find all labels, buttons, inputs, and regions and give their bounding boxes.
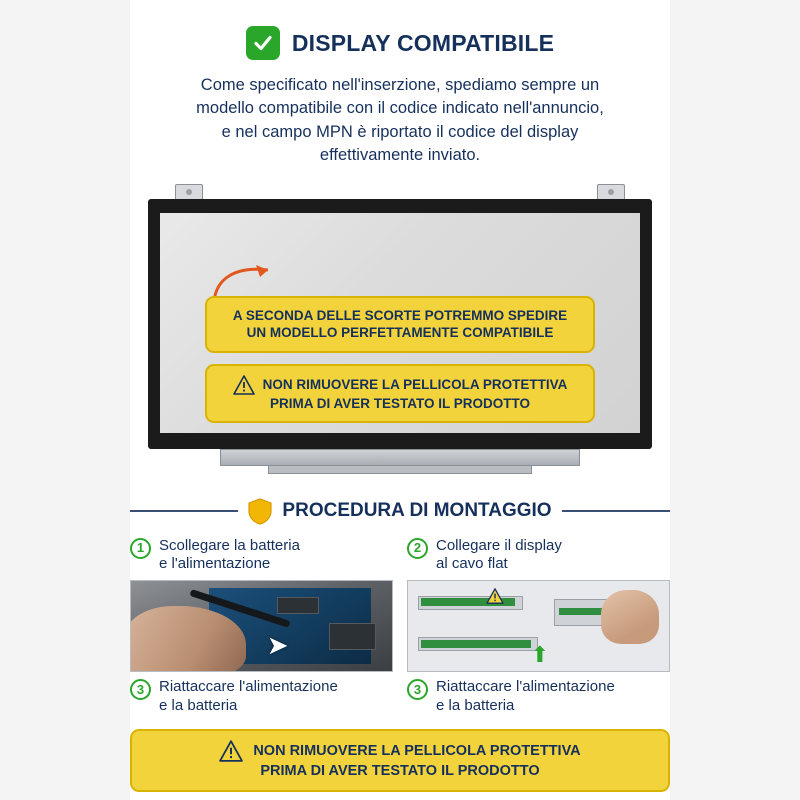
film-callout-line-2: PRIMA DI AVER TESTATO IL PRODOTTO [269, 395, 530, 411]
intro-line-2: modello compatibile con il codice indicato nell'annuncio, [196, 99, 604, 118]
step-3-right-line-1: Riattaccare l'alimentazione [436, 678, 615, 696]
up-arrow-icon: ⬆ [530, 641, 550, 667]
bottom-banner-line-1: NON RIMUOVERE LA PELLICOLA PROTETTIVA [253, 742, 581, 759]
panel-bottom-bar [220, 449, 580, 466]
step-1-line-1: Scollegare la batteria [159, 536, 300, 554]
left-margin-bar [0, 0, 130, 800]
step-2-line-1: Collegare il display [436, 536, 562, 554]
panel-mount-bracket-left [175, 184, 203, 200]
panel-foil-strip [268, 465, 532, 474]
warning-triangle-icon [219, 740, 243, 762]
step-2-line-2: al cavo flat [436, 555, 508, 573]
step-3-left [130, 678, 393, 716]
step-1 [130, 537, 393, 575]
chip-graphic [277, 597, 319, 613]
shield-icon [248, 498, 272, 525]
procedure-title: PROCEDURA DI MONTAGGIO [282, 500, 552, 522]
step-3-left-line-2: e la batteria [159, 696, 238, 714]
step-number: 2 [407, 538, 428, 559]
flat-cable-connector-photo [407, 580, 670, 672]
step-3-left-line-1: Riattaccare l'alimentazione [159, 678, 338, 696]
divider-right [562, 510, 670, 512]
page-title: DISPLAY COMPATIBILE [291, 29, 555, 56]
step-1-line-2: e l'alimentazione [159, 555, 271, 573]
display-panel-illustration [148, 184, 652, 484]
panel-mount-bracket-right [597, 184, 625, 200]
check-icon [246, 26, 280, 60]
bottom-banner-line-2: PRIMA DI AVER TESTATO IL PRODOTTO [260, 763, 540, 780]
step-2 [407, 537, 670, 575]
divider-left [130, 510, 238, 512]
warning-triangle-icon [233, 375, 255, 395]
intro-line-3: e nel campo MPN è riportato il codice del display [221, 122, 579, 141]
step-3-right-line-2: e la batteria [436, 696, 515, 714]
right-margin-bar [670, 0, 800, 800]
white-arrow-icon: ➤ [266, 630, 289, 661]
stock-compatibility-callout [205, 296, 595, 353]
content-column [130, 0, 670, 800]
step-number: 1 [130, 538, 151, 559]
film-callout-line-1: NON RIMUOVERE LA PELLICOLA PROTETTIVA [262, 376, 568, 392]
stock-callout-line-1: A SECONDA DELLE SCORTE POTREMMO SPEDIRE [232, 307, 568, 323]
header [130, 26, 670, 60]
intro-line-4: effettivamente inviato. [319, 146, 481, 165]
finger-graphic [601, 590, 658, 644]
battery-graphic [329, 623, 376, 650]
intro-line-1: Come specificato nell'inserzione, spediamo sempre un [200, 76, 600, 94]
step-number: 3 [407, 679, 428, 700]
intro-paragraph [136, 74, 664, 168]
laptop-battery-disconnect-photo [130, 580, 393, 672]
bottom-warning-banner [130, 729, 670, 792]
step-3-right [407, 678, 670, 716]
step-number: 3 [130, 679, 151, 700]
protective-film-callout [205, 364, 595, 424]
warning-triangle-icon [486, 588, 504, 604]
flat-cable-graphic [421, 640, 531, 648]
procedure-steps [130, 537, 670, 716]
procedure-header [130, 498, 670, 525]
stock-callout-line-2: UN MODELLO PERFETTAMENTE COMPATIBILE [246, 325, 554, 341]
